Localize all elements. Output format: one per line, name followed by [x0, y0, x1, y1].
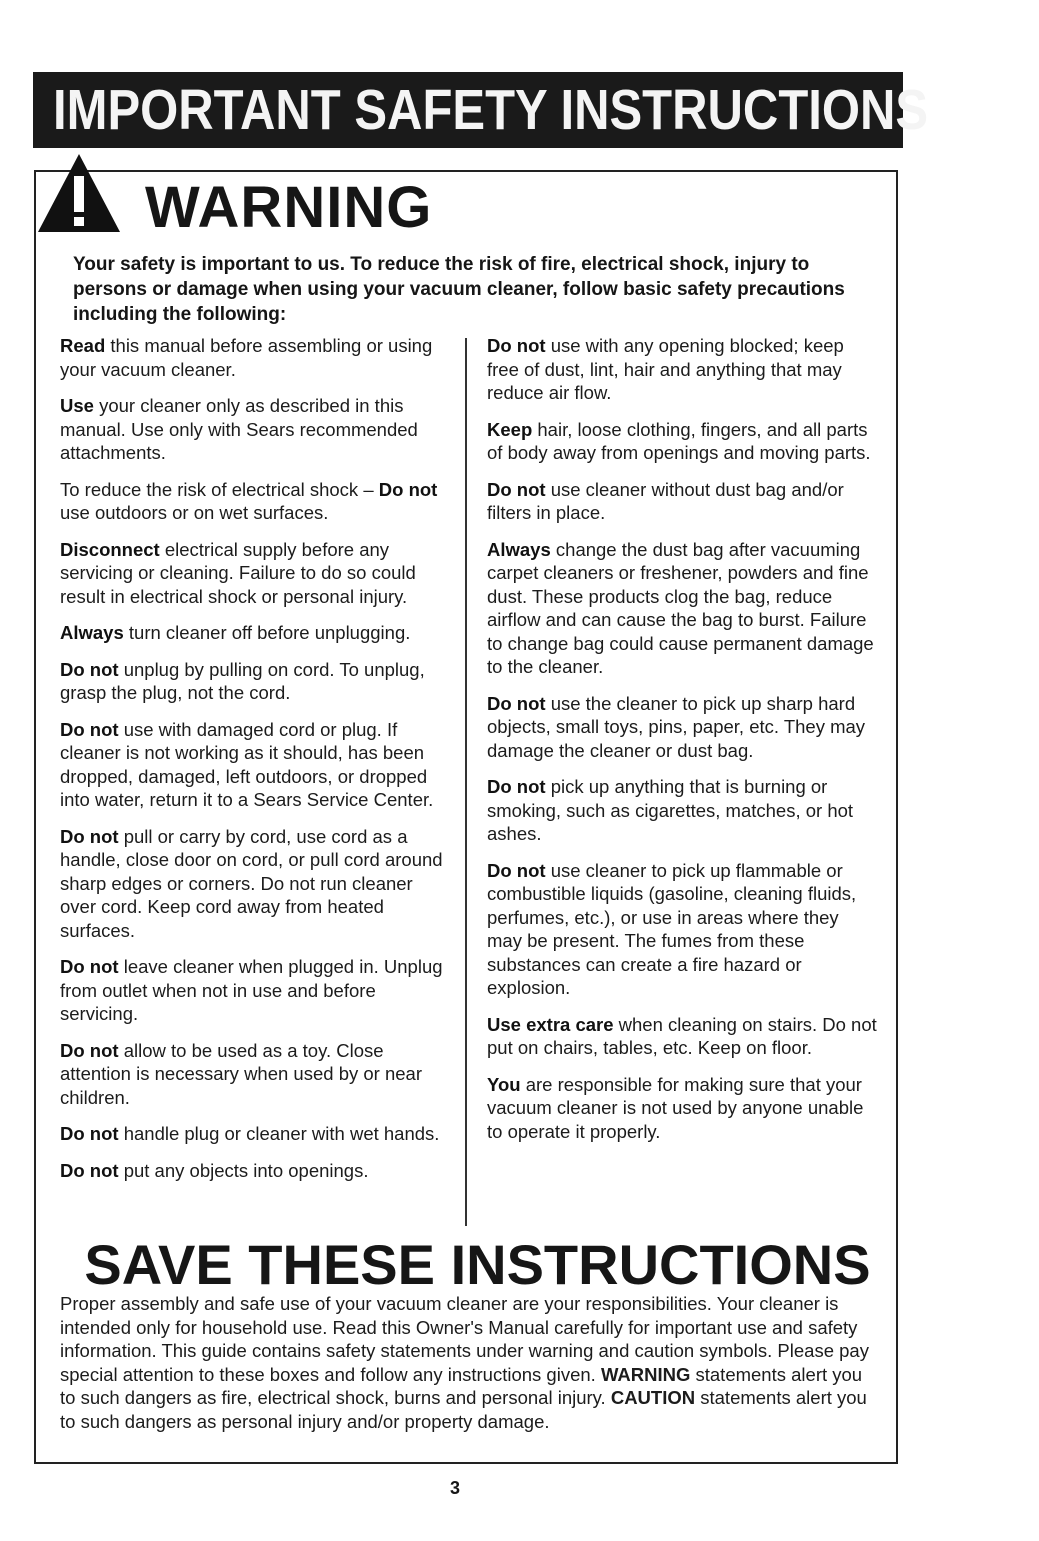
- safety-item: You are responsible for making sure that your vacuum cleaner is not used by anyone unable to operate it properly.: [487, 1073, 864, 1142]
- safety-item: Do not use with damaged cord or plug. If cleaner is not working as it should, has been dropped, damaged, left outdoors, or dropped into water, return it to a Sears Service Center.: [60, 718, 434, 810]
- warning-intro: Your safety is important to us. To reduce the risk of fire, electrical shock, injury to persons or damage when using your vacuum cleaner, follow basic safety precautions including the following:: [73, 254, 845, 325]
- safety-item: Always change the dust bag after vacuuming carpet cleaners or freshener, powders and fine dust. These products clog the bag, reduce airflow and can cause the bag to burst. Failure to change bag could cause permanent damage to the cleaner.: [487, 538, 874, 677]
- safety-item: Do not pick up anything that is burning or smoking, such as cigarettes, matches, or hot ashes.: [487, 776, 854, 844]
- safety-item: Do not use cleaner without dust bag and/or filters in place.: [487, 478, 844, 523]
- title-banner: [33, 72, 929, 148]
- warning-heading: WARNING: [145, 175, 433, 240]
- closing-paragraph: Proper assembly and safe use of your vacuum cleaner are your responsibilities. Your cleaner is intended only for household use. Read this Owner's Manual carefully for important use and safety information. This guide contains safety statements under warning and caution symbols. Please pay special attention to these boxes and follow any instructions given. WARNING statements alert you to such dangers as fire, electrical shock, burns and personal injury. CAUTION statements alert you to such dangers as personal injury and/or property damage.: [60, 1293, 869, 1432]
- save-instructions-heading: SAVE THESE INSTRUCTIONS: [84, 1233, 871, 1296]
- safety-item: Do not put any objects into openings.: [60, 1159, 369, 1181]
- safety-item: Use your cleaner only as described in this manual. Use only with Sears recommended attachments.: [60, 395, 418, 463]
- safety-item: Disconnect electrical supply before any servicing or cleaning. Failure to do so could result in electrical shock or personal injury.: [60, 538, 416, 607]
- safety-item: Do not unplug by pulling on cord. To unplug, grasp the plug, not the cord.: [60, 658, 425, 703]
- column-divider: [465, 338, 467, 1226]
- safety-item: Use extra care when cleaning on stairs. Do not put on chairs, tables, etc. Keep on floor.: [487, 1013, 877, 1058]
- page-number: 3: [450, 1478, 461, 1498]
- safety-item: Do not allow to be used as a toy. Close attention is necessary when used by or near children.: [60, 1039, 422, 1108]
- safety-item: Do not use the cleaner to pick up sharp hard objects, small toys, pins, paper, etc. They may damage the cleaner or dust bag.: [487, 692, 866, 761]
- safety-item: Do not leave cleaner when plugged in. Unplug from outlet when not in use and before servicing.: [60, 956, 443, 1024]
- safety-item: Read this manual before assembling or using your vacuum cleaner.: [60, 335, 433, 380]
- warning-triangle-icon: [36, 150, 122, 236]
- safety-item: Do not use cleaner to pick up flammable or combustible liquids (gasoline, cleaning fluids, perfumes, etc.), or use in areas where they may be present. The fumes from these substances can create a fire hazard or explosion.: [487, 859, 857, 998]
- safety-item: Do not pull or carry by cord, use cord as a handle, close door on cord, or pull cord around sharp edges or corners. Do not run cleaner over cord. Keep cord away from heated surfaces.: [60, 825, 443, 941]
- right-column: [487, 334, 877, 1156]
- safety-item: To reduce the risk of electrical shock – Do not use outdoors or on wet surfaces.: [60, 478, 438, 523]
- safety-item: Always turn cleaner off before unplugging.: [60, 622, 411, 643]
- left-column: [60, 334, 452, 1195]
- safety-item: Do not use with any opening blocked; keep free of dust, lint, hair and anything that may reduce air flow.: [487, 335, 844, 403]
- page-title: IMPORTANT SAFETY INSTRUCTIONS: [53, 78, 929, 142]
- safety-item: Do not handle plug or cleaner with wet hands.: [60, 1123, 440, 1144]
- safety-item: Keep hair, loose clothing, fingers, and all parts of body away from openings and moving parts.: [487, 418, 871, 463]
